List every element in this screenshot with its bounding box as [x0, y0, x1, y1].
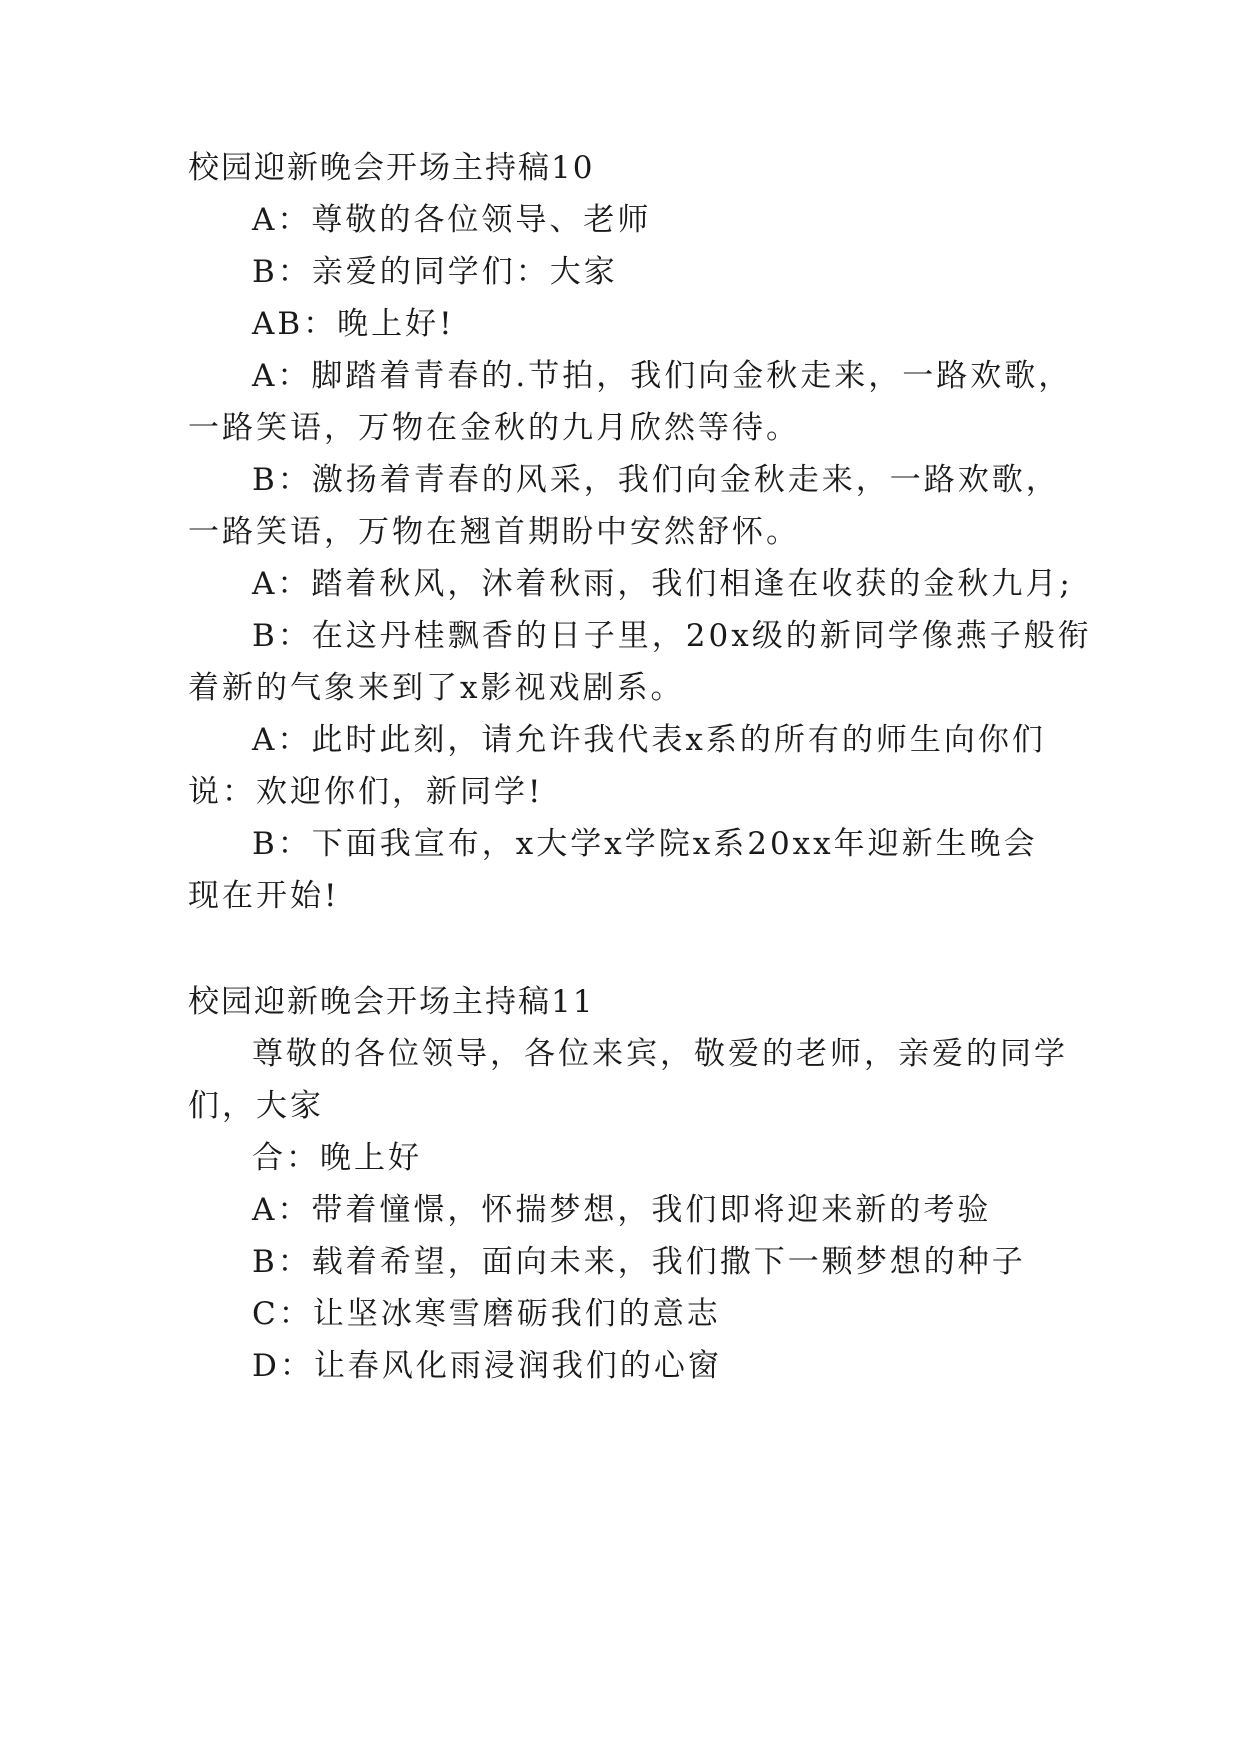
paragraph-line: A：脚踏着青春的.节拍，我们向金秋走来，一路欢歌， [252, 358, 1073, 394]
section-title: 校园迎新晚会开场主持稿11 [188, 984, 595, 1020]
paragraph-line: 现在开始! [188, 878, 340, 914]
paragraph-line: B：载着希望，面向未来，我们撒下一颗梦想的种子 [252, 1244, 1026, 1280]
paragraph-line: B：亲爱的同学们：大家 [252, 254, 618, 290]
paragraph-line: 说：欢迎你们，新同学! [188, 774, 544, 810]
paragraph-line: A：带着憧憬，怀揣梦想，我们即将迎来新的考验 [252, 1192, 992, 1228]
paragraph-line: 一路笑语，万物在翘首期盼中安然舒怀。 [188, 514, 800, 550]
paragraph-line: 合：晚上好 [252, 1140, 422, 1176]
paragraph-line: B：下面我宣布，x大学x学院x系20xx年迎新生晚会 [252, 826, 1038, 862]
paragraph-line: C：让坚冰寒雪磨砺我们的意志 [252, 1296, 721, 1332]
paragraph-line: D：让春风化雨浸润我们的心窗 [252, 1348, 722, 1384]
section-title: 校园迎新晚会开场主持稿10 [188, 150, 595, 186]
paragraph-line: 尊敬的各位领导，各位来宾，敬爱的老师，亲爱的同学 [252, 1036, 1068, 1072]
paragraph-line: A：此时此刻，请允许我代表x系的所有的师生向你们 [252, 722, 1046, 758]
paragraph-line: 们，大家 [188, 1088, 324, 1124]
paragraph-line: 一路笑语，万物在金秋的九月欣然等待。 [188, 410, 800, 446]
paragraph-line: A：踏着秋风，沐着秋雨，我们相逢在收获的金秋九月; [252, 566, 1073, 602]
paragraph-line: B：激扬着青春的风采，我们向金秋走来，一路欢歌， [252, 462, 1060, 498]
paragraph-line: B：在这丹桂飘香的日子里，20x级的新同学像燕子般衔 [252, 618, 1092, 654]
paragraph-line: A：尊敬的各位领导、老师 [252, 202, 652, 238]
paragraph-line: AB：晚上好! [252, 306, 455, 342]
paragraph-line: 着新的气象来到了x影视戏剧系。 [188, 670, 685, 706]
